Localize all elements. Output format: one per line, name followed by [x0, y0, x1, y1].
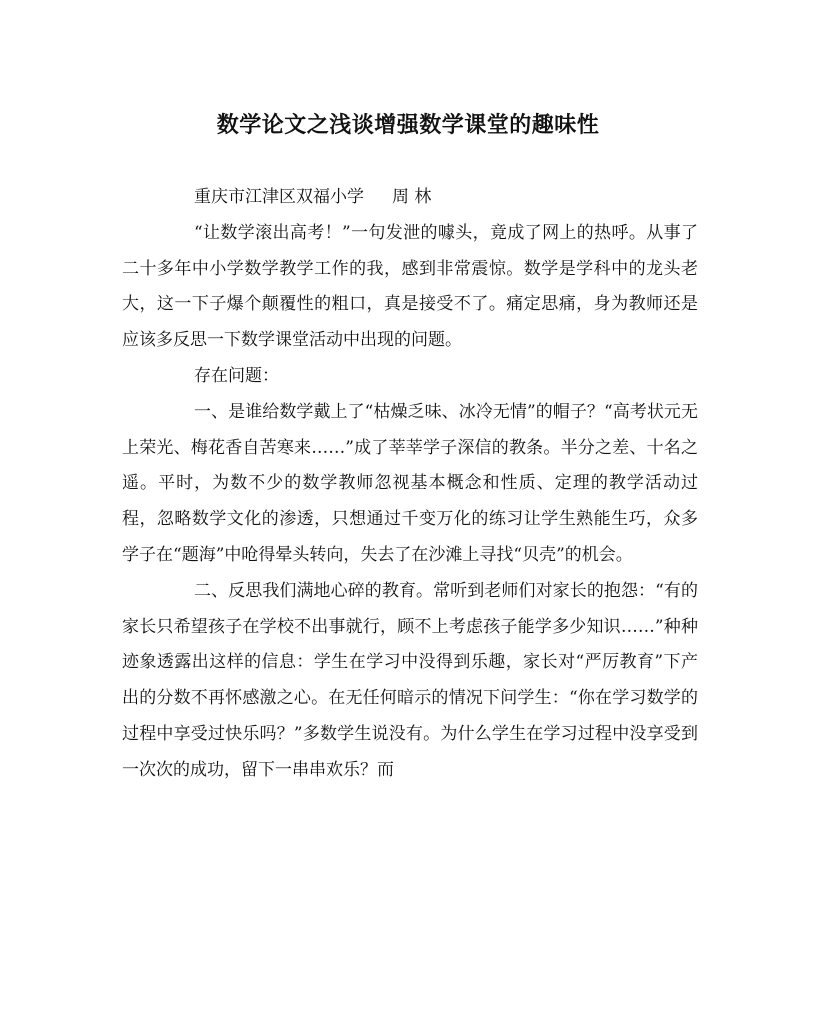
author-name: 周 林 — [392, 187, 432, 207]
paragraph-problem-one: 一、是谁给数学戴上了“枯燥乏味、冰冷无情”的帽子？“高考状元无上荣光、梅花香自苦寒来……”成了莘莘学子深信的教条。半分之差、十名之遥。平时，为数不少的数学教师忽视基本概念和性质、定理的教学活动过程，忽略数学文化的渗透，只想通过千变万化的练习让学生熟能生巧，众多学子在“题海”中呛得晕头转向，失去了在沙滩上寻找“贝壳”的机会。 — [122, 401, 698, 565]
document-title: 数学论文之浅谈增强数学课堂的趣味性 — [216, 112, 600, 138]
byline — [122, 180, 698, 216]
paragraph-problems-heading: 存在问题： — [194, 365, 279, 386]
paragraph-intro: “让数学滚出高考！”一句发泄的噱头，竟成了网上的热呼。从事了二十多年中小学数学教学工作的我，感到非常震惊。数学是学科中的龙头老大，这一下子爆个颠覆性的粗口，真是接受不了。痛定思痛，身为教师还是应该多反思一下数学课堂活动中出现的问题。 — [122, 222, 698, 351]
author-affiliation: 重庆市江津区双福小学 — [194, 187, 364, 207]
paragraph-problem-two: 二、反思我们满地心碎的教育。常听到老师们对家长的抱怨：“有的家长只希望孩子在学校不出事就行，顾不上考虑孩子能学多少知识……”种种迹象透露出这样的信息：学生在学习中没得到乐趣，家长对“严厉教育”下产出的分数不再怀感激之心。在无任何暗示的情况下问学生：“你在学习数学的过程中享受过快乐吗？”多数学生说没有。为什么学生在学习过程中没享受到一次次的成功，留下一串串欢乐？而 — [122, 580, 698, 780]
document-body — [122, 180, 698, 789]
